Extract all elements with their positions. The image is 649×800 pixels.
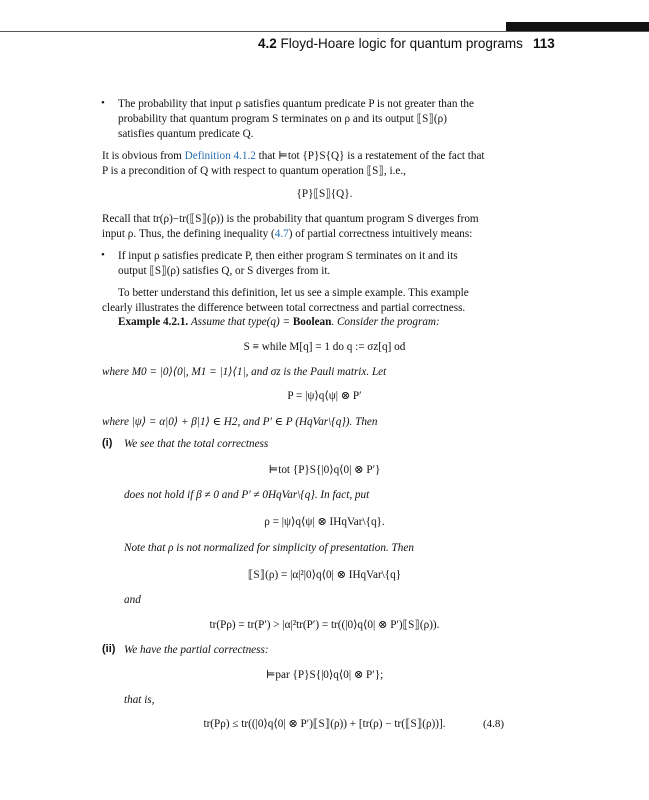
- para2-line1: Recall that tr(ρ)−tr(⟦S⟧(ρ)) is the probability that quantum program S diverges from: [102, 213, 479, 225]
- where-measurement: where M0 = |0⟩⟨0|, M1 = |1⟩⟨1|, and σz is the Pauli matrix. Let: [102, 366, 387, 378]
- item-i-line1: We see that the total correctness: [124, 438, 269, 450]
- bullet1-line3: satisfies quantum predicate Q.: [118, 128, 254, 140]
- example-heading: [118, 315, 440, 330]
- bullet-marker: •: [101, 249, 105, 261]
- running-header: [258, 36, 523, 51]
- bullet-marker: •: [101, 97, 105, 109]
- bullet1-line2: probability that quantum program S terminates on ρ and its output ⟦S⟧(ρ): [118, 113, 447, 125]
- page-number: 113: [533, 36, 555, 51]
- definition-link[interactable]: Definition 4.1.2: [184, 150, 256, 162]
- equation-link[interactable]: 4.7: [274, 228, 289, 240]
- para2-text-b: ) of partial correctness intuitively means:: [288, 228, 473, 240]
- bullet1-line1: The probability that input ρ satisfies quantum predicate P is not greater than the: [118, 98, 474, 110]
- equation-program: S ≡ while M[q] = 1 do q := σz[q] od: [243, 341, 406, 353]
- bullet2-line1: If input ρ satisfies predicate P, then either program S terminates on it and its: [118, 250, 458, 262]
- item-ii-label: (ii): [102, 643, 116, 655]
- example-text-b: . Consider the program:: [331, 316, 440, 328]
- section-title: Floyd-Hoare logic for quantum programs: [280, 36, 523, 51]
- equation-4-8: tr(Pρ) ≤ tr((|0⟩q⟨0| ⊗ P′)⟦S⟧(ρ)) + [tr(ρ) − tr(⟦S⟧(ρ))].: [203, 718, 446, 730]
- equation-partial-correctness: ⊨par {P}S{|0⟩q⟨0| ⊗ P′};: [265, 669, 384, 681]
- para3-line2: clearly illustrates the difference between total correctness and partial correctness.: [102, 302, 466, 314]
- equation-semantics: ⟦S⟧(ρ) = |α|²|0⟩q⟨0| ⊗ IHqVar\{q}: [247, 569, 402, 581]
- para2-line2: [102, 227, 472, 242]
- item-i-line3: Note that ρ is not normalized for simplicity of presentation. Then: [124, 542, 414, 554]
- item-i-line2: does not hold if β ≠ 0 and P′ ≠ 0HqVar\{q}. In fact, put: [124, 489, 370, 501]
- equation-rho: ρ = |ψ⟩q⟨ψ| ⊗ IHqVar\{q}.: [264, 516, 385, 528]
- bullet2-line2: output ⟦S⟧(ρ) satisfies Q, or S diverges from it.: [118, 265, 331, 277]
- equation-total-correctness: ⊨tot {P}S{|0⟩q⟨0| ⊗ P′}: [268, 464, 381, 476]
- equation-trace-inequality: tr(Pρ) = tr(P′) > |α|²tr(P′) = tr((|0⟩q⟨0| ⊗ P′)⟦S⟧(ρ)).: [209, 619, 440, 631]
- item-i-and: and: [124, 594, 141, 606]
- header-rule: [0, 31, 649, 32]
- para1-line1: [102, 149, 485, 164]
- section-number: 4.2: [258, 36, 277, 51]
- equation-number: (4.8): [483, 718, 505, 730]
- equation-P: P = |ψ⟩q⟨ψ| ⊗ P′: [287, 390, 362, 402]
- para3-line1: To better understand this definition, let us see a simple example. This example: [118, 287, 469, 299]
- para2-text-a: input ρ. Thus, the defining inequality (: [102, 228, 275, 240]
- item-ii-line1: We have the partial correctness:: [124, 644, 269, 656]
- item-ii-that-is: that is,: [124, 694, 155, 706]
- para1-text-b: that ⊨tot {P}S{Q} is a restatement of the fact that: [255, 150, 485, 162]
- para1-line2: P is a precondition of Q with respect to quantum operation ⟦S⟧, i.e.,: [102, 165, 406, 177]
- where-psi: where |ψ⟩ = α|0⟩ + β|1⟩ ∈ H2, and P′ ∈ P (HqVar\{q}). Then: [102, 416, 378, 428]
- item-i-label: (i): [102, 437, 113, 449]
- example-text-a: Assume that type(q) =: [188, 316, 293, 328]
- equation-precondition: {P}⟦S⟧{Q}.: [296, 188, 353, 200]
- para1-text-a: It is obvious from: [102, 150, 185, 162]
- example-boolean: Boolean: [292, 316, 332, 328]
- example-label: Example 4.2.1.: [118, 316, 189, 328]
